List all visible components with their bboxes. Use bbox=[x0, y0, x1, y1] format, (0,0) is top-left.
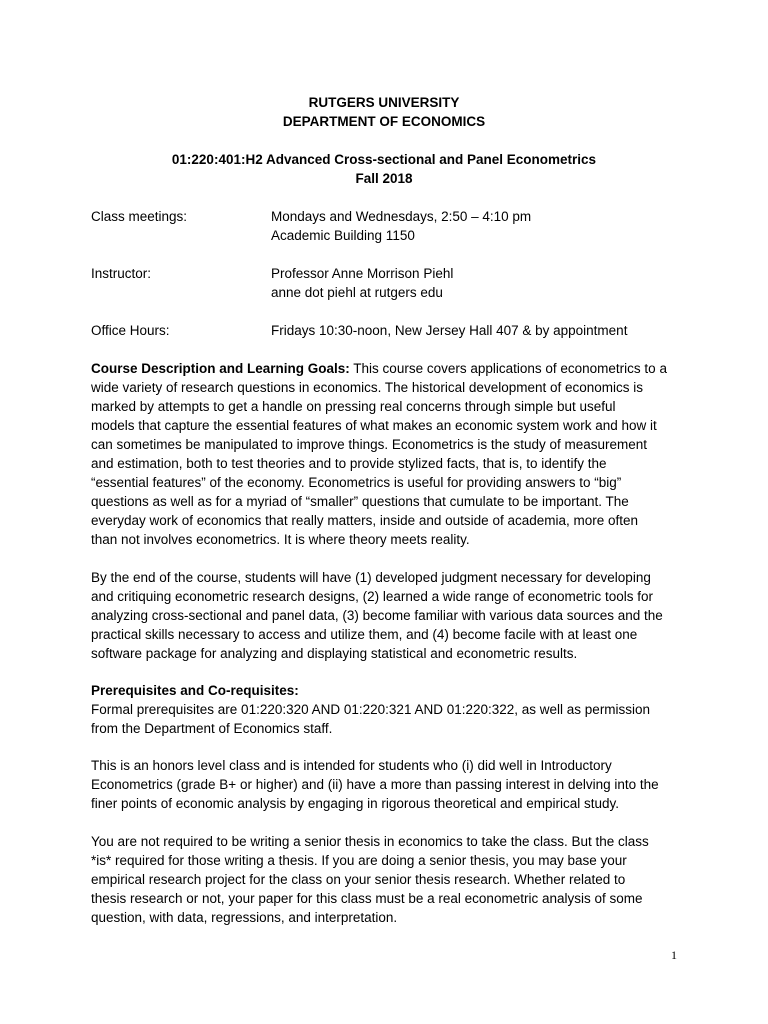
description-line: can sometimes be manipulated to improve things. Econometrics is the study of measurement bbox=[91, 437, 648, 452]
description-heading: Course Description and Learning Goals: bbox=[91, 361, 350, 376]
course-title: 01:220:401:H2 Advanced Cross-sectional and Panel Econometrics bbox=[171, 152, 597, 167]
goals-line: By the end of the course, students will have (1) developed judgment necessary for developing bbox=[91, 570, 651, 585]
goals-line: practical skills necessary to access and utilize them, and (4) become facile with at least one bbox=[91, 627, 638, 642]
page-number: 1 bbox=[671, 948, 677, 962]
honors-line: This is an honors level class and is intended for students who (i) did well in Introductory bbox=[91, 758, 612, 773]
prerequisites-line: from the Department of Economics staff. bbox=[91, 721, 333, 736]
prerequisites-section bbox=[91, 681, 681, 738]
description-line: “essential features” of the economy. Econometrics is useful for providing answers to “big” bbox=[91, 475, 622, 490]
instructor-name: Professor Anne Morrison Piehl bbox=[271, 266, 454, 281]
description-line: questions as well as for a myriad of “smaller” questions that cumulate to be important. The bbox=[91, 494, 629, 509]
office-hours-value: Fridays 10:30-noon, New Jersey Hall 407 & by appointment bbox=[271, 323, 628, 338]
honors-paragraph bbox=[91, 756, 681, 813]
instructor-email: anne dot piehl at rutgers edu bbox=[271, 285, 443, 300]
description-line: everyday work of economics that really matters, inside and outside of academia, more often bbox=[91, 513, 639, 528]
class-meetings-label: Class meetings: bbox=[91, 209, 188, 224]
university-name: RUTGERS UNIVERSITY bbox=[308, 95, 460, 110]
description-line: marked by attempts to get a handle on pressing real concerns through simple but useful bbox=[91, 399, 616, 414]
honors-line: Econometrics (grade B+ or higher) and (ii) have a more than passing interest in delving into the bbox=[91, 777, 659, 792]
department-name: DEPARTMENT OF ECONOMICS bbox=[282, 114, 486, 129]
course-description bbox=[91, 359, 681, 549]
thesis-line: empirical research project for the class on your senior thesis research. Whether related to bbox=[91, 872, 626, 887]
thesis-line: You are not required to be writing a senior thesis in economics to take the class. But the class bbox=[91, 834, 649, 849]
course-term: Fall 2018 bbox=[355, 171, 413, 186]
description-line: and estimation, both to test theories and to provide stylized facts, that is, to identify the bbox=[91, 456, 607, 471]
thesis-line: *is* required for those writing a thesis. If you are doing a senior thesis, you may base your bbox=[91, 853, 627, 868]
class-meetings-time: Mondays and Wednesdays, 2:50 – 4:10 pm bbox=[271, 209, 532, 224]
description-line: models that capture the essential features of what makes an economic system work and how it bbox=[91, 418, 657, 433]
description-line: wide variety of research questions in economics. The historical development of economics is bbox=[91, 380, 644, 395]
description-first-line bbox=[91, 359, 681, 378]
description-first-line-text: This course covers applications of econometrics to a bbox=[349, 361, 667, 376]
prerequisites-heading: Prerequisites and Co-requisites: bbox=[91, 683, 299, 698]
learning-goals bbox=[91, 568, 681, 663]
office-hours-label: Office Hours: bbox=[91, 323, 170, 338]
thesis-paragraph bbox=[91, 832, 681, 927]
goals-line: and critiquing econometric research designs, (2) learned a wide range of econometric tools for bbox=[91, 589, 654, 604]
description-line: than not involves econometrics. It is where theory meets reality. bbox=[91, 532, 470, 547]
instructor-label: Instructor: bbox=[91, 266, 152, 281]
goals-line: analyzing cross-sectional and panel data, (3) become familiar with various data sources and the bbox=[91, 608, 663, 623]
prerequisites-line: Formal prerequisites are 01:220:320 AND 01:220:321 AND 01:220:322, as well as permission bbox=[91, 702, 651, 717]
class-meetings-location: Academic Building 1150 bbox=[271, 228, 415, 243]
goals-line: software package for analyzing and displaying statistical and econometric results. bbox=[91, 646, 578, 661]
honors-line: finer points of economic analysis by engaging in rigorous theoretical and empirical study. bbox=[91, 796, 620, 811]
thesis-line: question, with data, regressions, and interpretation. bbox=[91, 910, 398, 925]
thesis-line: thesis research or not, your paper for this class must be a real econometric analysis of some bbox=[91, 891, 643, 906]
